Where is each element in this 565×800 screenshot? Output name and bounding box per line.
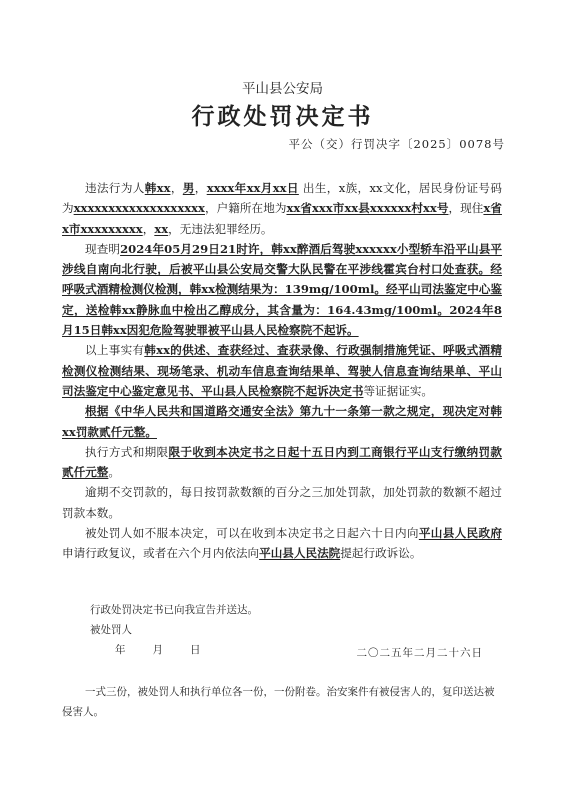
offender-residence: x省x市xxxxxxxxx bbox=[62, 201, 502, 236]
text-run: ，无违法犯罪经历。 bbox=[168, 221, 273, 236]
review-authority: 平山县人民政府 bbox=[418, 526, 502, 541]
offender-gender: 男 bbox=[182, 181, 195, 195]
text-run: 执行方式和期限 bbox=[85, 444, 169, 459]
footer-note bbox=[62, 682, 502, 722]
execution-method: 限于收到本决定书之日起十五日内到工商银行平山支行缴纳罚款贰仟元整 bbox=[62, 444, 502, 480]
day-label: 日 bbox=[190, 644, 201, 656]
offender-occupation: xx bbox=[154, 221, 169, 236]
acknowledgement-statement: 行政处罚决定书已向我宣告并送达。 bbox=[90, 604, 258, 616]
facts-paragraph bbox=[62, 239, 502, 340]
evidence-list: 韩xx的供述、查获经过、查获录像、行政强制措施凭证、呼吸式酒精检测仪检测结果、现场笔录、机动车信息查询结果单、驾驶人信息查询结果单、平山司法鉴定中心鉴定意见书、平山县人民检察院不起诉决定书 bbox=[62, 343, 502, 398]
text-run: ， bbox=[142, 221, 155, 236]
issue-date: 二〇二五年二月二十六日 bbox=[356, 647, 483, 659]
text-run: 提起行政诉讼。 bbox=[340, 546, 422, 561]
text-run: 违法行为人 bbox=[85, 181, 145, 195]
signature-date bbox=[90, 640, 258, 660]
issuing-agency: 平山县公安局 bbox=[242, 81, 323, 97]
offender-name: 韩xx bbox=[144, 181, 171, 195]
overdue-paragraph: 逾期不交罚款的，每日按罚款数额的百分之三加处罚款，加处罚款的数额不超过罚款本数。 bbox=[62, 485, 502, 520]
text-run: ， bbox=[170, 181, 183, 195]
text-run: 被处罚人如不服本决定，可以在收到本决定书之日起六十日内向 bbox=[85, 526, 419, 541]
offender-id-number: xxxxxxxxxxxxxxxxxxx bbox=[73, 201, 205, 216]
year-label: 年 bbox=[115, 644, 126, 656]
decision-text: 根据《中华人民共和国道路交通安全法》第九十一条第一款之规定，现决定对韩xx罚款贰仟元整。 bbox=[62, 404, 502, 439]
text-run: 出生，x族，xx文化，居民身份证号码为 bbox=[62, 181, 502, 216]
document-body bbox=[62, 178, 502, 564]
execution-paragraph bbox=[62, 442, 502, 483]
text-run: ， bbox=[194, 181, 207, 195]
offender-birthdate: xxxx年xx月xx日 bbox=[206, 181, 299, 195]
footer-text: 一式三份，被处罚人和执行单位各一份，一份附卷。治安案件有被侵害人的，复印送达被侵害人。 bbox=[62, 686, 495, 718]
offender-info-paragraph bbox=[62, 178, 502, 239]
facts-text: 2024年05月29日21时许，韩xx醉酒后驾驶xxxxxx小型轿车沿平山县平涉线自南向北行驶，后被平山县公安局交警大队民警在平涉线霍宾台村口处查获。经呼吸式酒精检测仪检测，韩xx检测结果为：139mg/100ml。经平山司法鉴定中心鉴定，送检韩xx静脉血中检出乙醇成分，其含量为：164.43mg/100ml。2024年8月15日韩xx因犯危险驾驶罪被平山县人民检察院不起诉。 bbox=[62, 241, 502, 338]
document-number: 平公（交）行罚决字〔2025〕0078号 bbox=[288, 137, 505, 151]
acknowledgement-block bbox=[90, 600, 258, 660]
document-title: 行政处罚决定书 bbox=[191, 103, 374, 130]
text-run: 现查明 bbox=[85, 241, 121, 256]
text-run: 以上事实有 bbox=[85, 343, 145, 358]
decision-paragraph bbox=[62, 401, 502, 442]
appeal-paragraph bbox=[62, 523, 502, 564]
evidence-paragraph bbox=[62, 340, 502, 401]
offender-household: xx省xxx市xx县xxxxxx村xx号 bbox=[286, 201, 449, 216]
text-run: 等证据证实。 bbox=[363, 383, 434, 398]
text-run: ，户籍所在地为 bbox=[204, 201, 287, 216]
court-name: 平山县人民法院 bbox=[259, 546, 341, 561]
month-label: 月 bbox=[152, 644, 163, 656]
text-run: 申请行政复议，或者在六个月内依法向 bbox=[62, 546, 260, 561]
text-run: 。 bbox=[108, 465, 120, 480]
signature-label: 被处罚人 bbox=[90, 624, 132, 636]
text-run: ，现住 bbox=[448, 201, 484, 216]
